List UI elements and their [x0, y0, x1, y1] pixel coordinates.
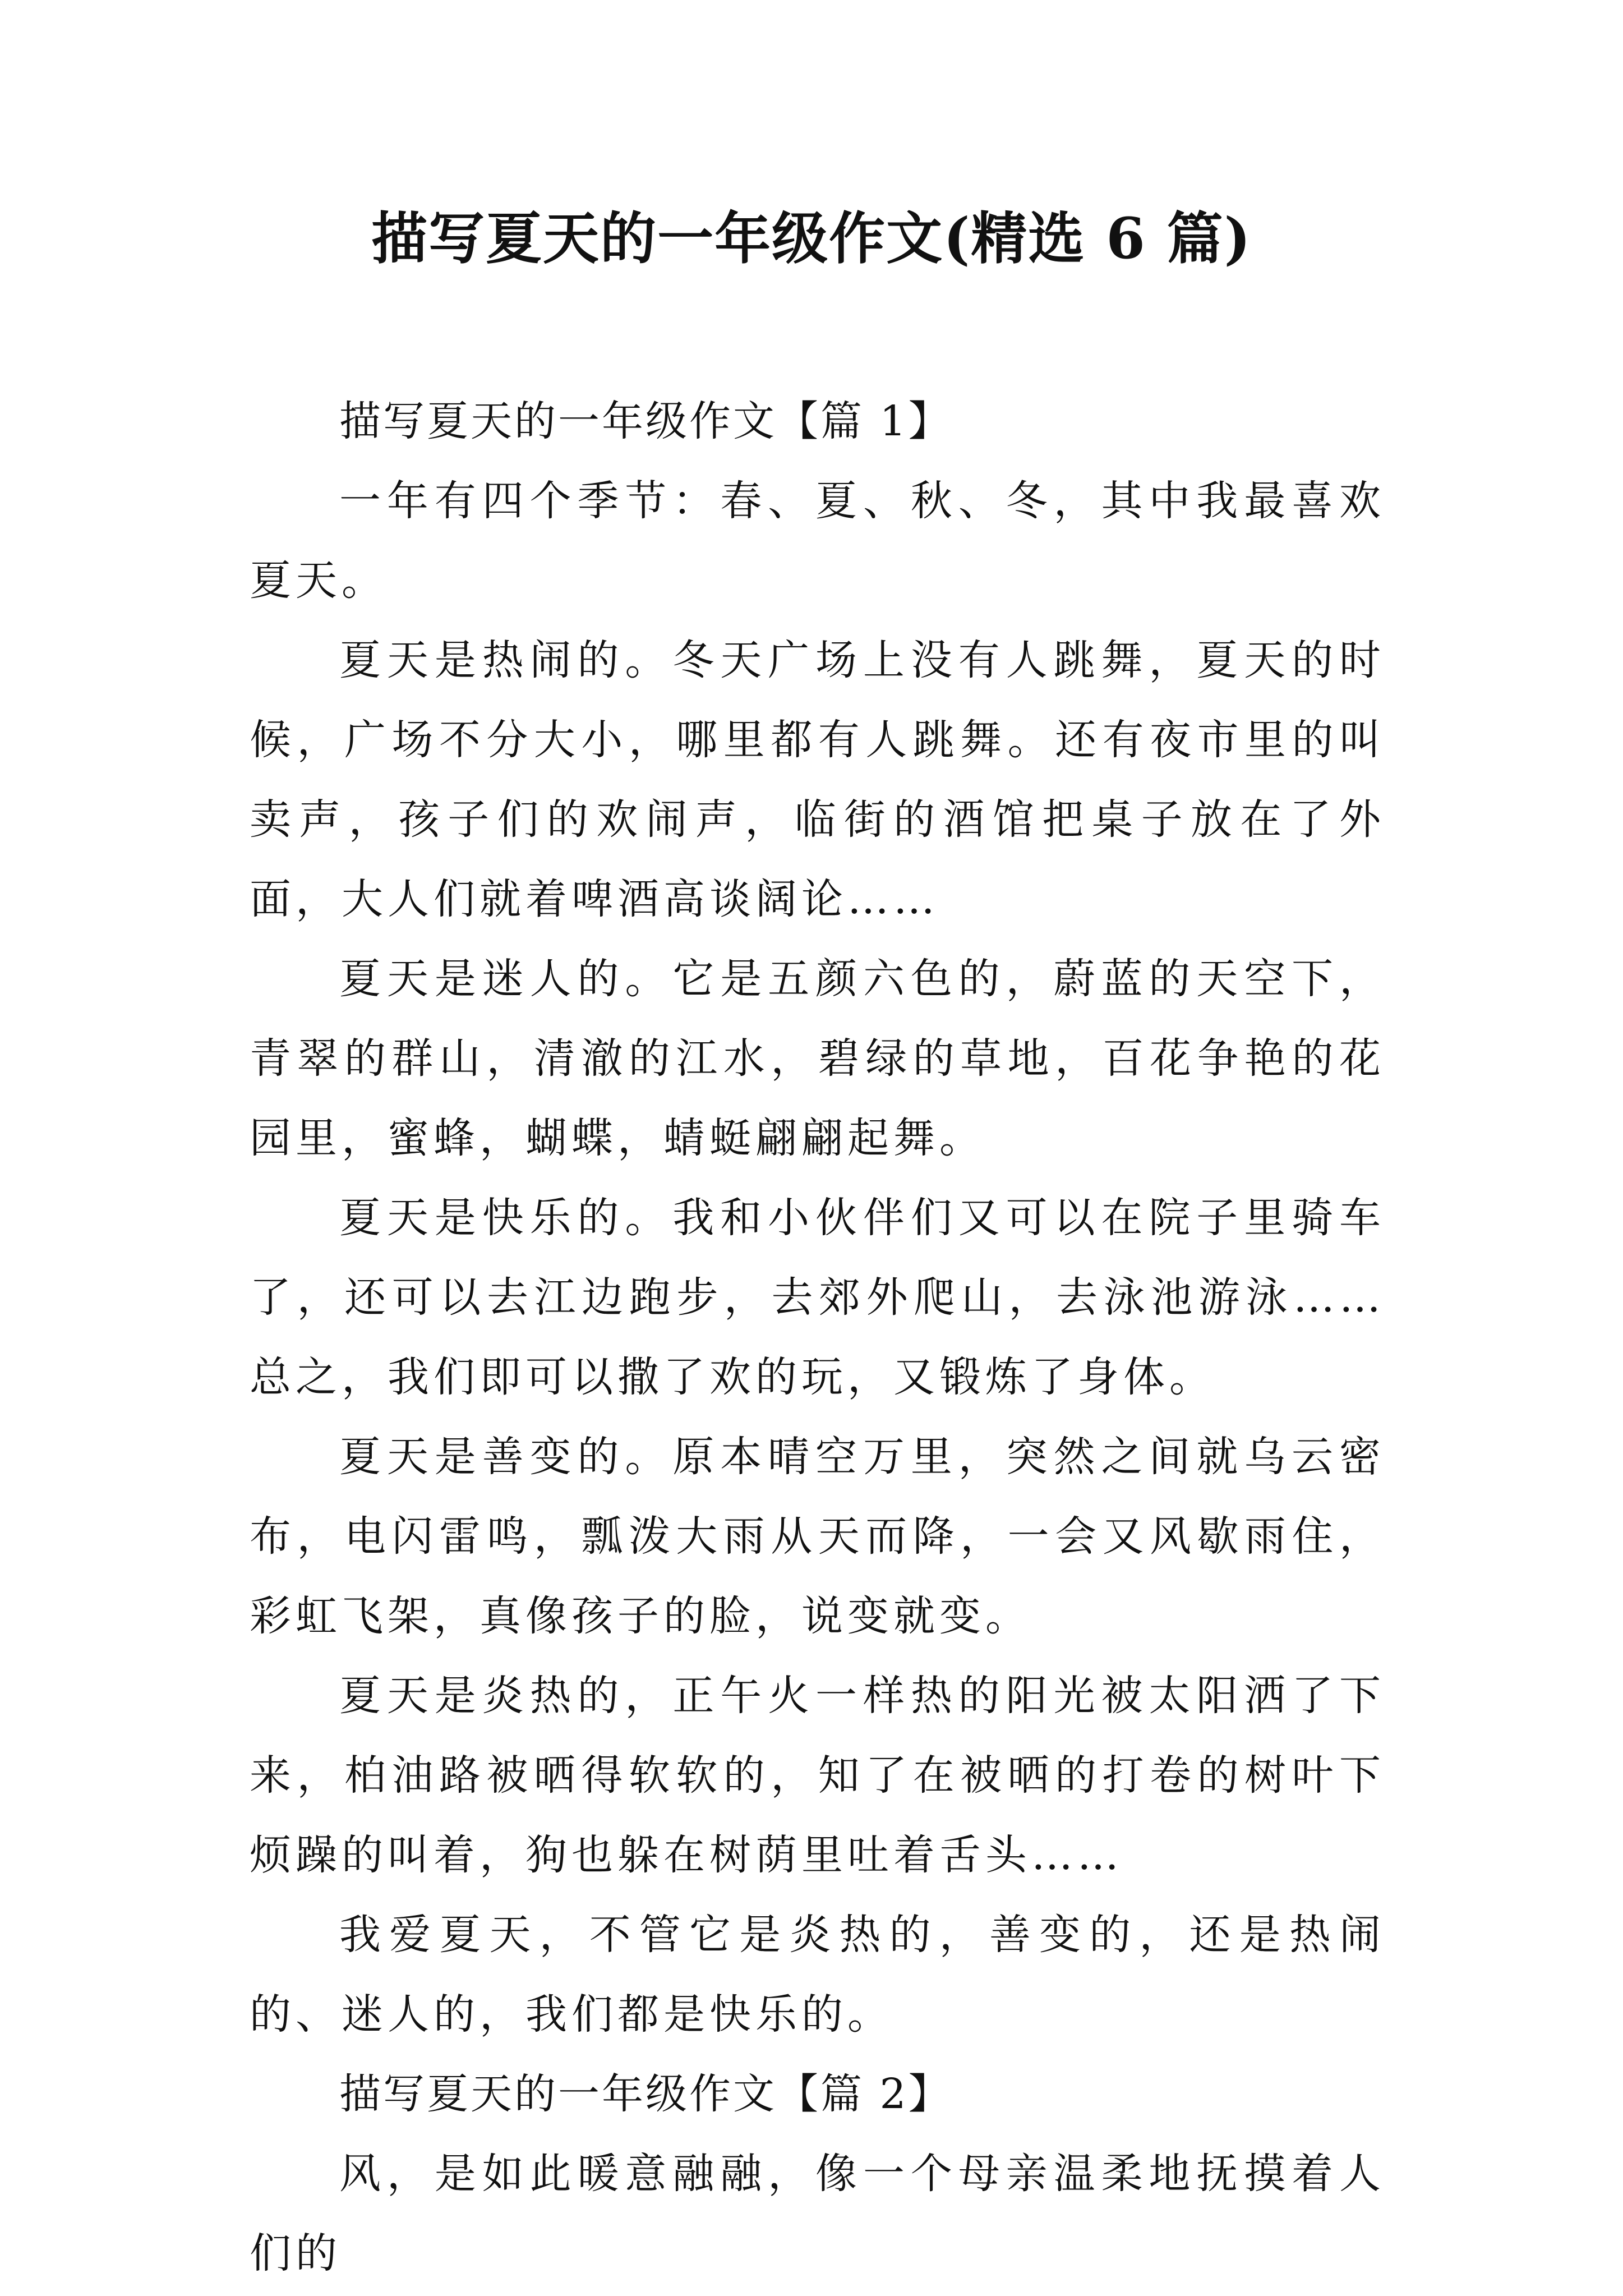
paragraph: 夏天是善变的。原本晴空万里，突然之间就乌云密布，电闪雷鸣，瓢泼大雨从天而降，一会又风歇雨住，彩虹飞架，真像孩子的脸，说变就变。 [250, 1433, 1385, 1640]
paragraph: 我爱夏天，不管它是炎热的，善变的，还是热闹的、迷人的，我们都是快乐的。 [250, 1911, 1385, 2039]
paragraph: 夏天是炎热的，正午火一样热的阳光被太阳洒了下来，柏油路被晒得软软的，知了在被晒的打卷的树叶下烦躁的叫着，狗也躲在树荫里吐着舌头…… [250, 1672, 1385, 1879]
paragraph: 夏天是热闹的。冬天广场上没有人跳舞，夏天的时候，广场不分大小，哪里都有人跳舞。还有夜市里的叫卖声，孩子们的欢闹声，临街的酒馆把桌子放在了外面，大人们就着啤酒高谈阔论…… [250, 636, 1385, 923]
paragraph: 风，是如此暖意融融，像一个母亲温柔地抚摸着人们的 [250, 2150, 1385, 2277]
document-body [250, 381, 1385, 2293]
paragraph: 一年有四个季节：春、夏、秋、冬，其中我最喜欢夏天。 [250, 477, 1385, 605]
section-heading-2: 描写夏天的一年级作文【篇 2】 [339, 2070, 952, 2118]
paragraph: 夏天是快乐的。我和小伙伴们又可以在院子里骑车了，还可以去江边跑步，去郊外爬山，去泳池游泳……总之，我们即可以撒了欢的玩，又锻炼了身体。 [250, 1194, 1385, 1401]
section-heading-1: 描写夏天的一年级作文【篇 1】 [339, 397, 952, 445]
document-title: 描写夏天的一年级作文(精选 6 篇) [371, 205, 1252, 272]
paragraph: 夏天是迷人的。它是五颜六色的，蔚蓝的天空下，青翠的群山，清澈的江水，碧绿的草地，百花争艳的花园里，蜜蜂，蝴蝶，蜻蜓翩翩起舞。 [250, 955, 1385, 1162]
